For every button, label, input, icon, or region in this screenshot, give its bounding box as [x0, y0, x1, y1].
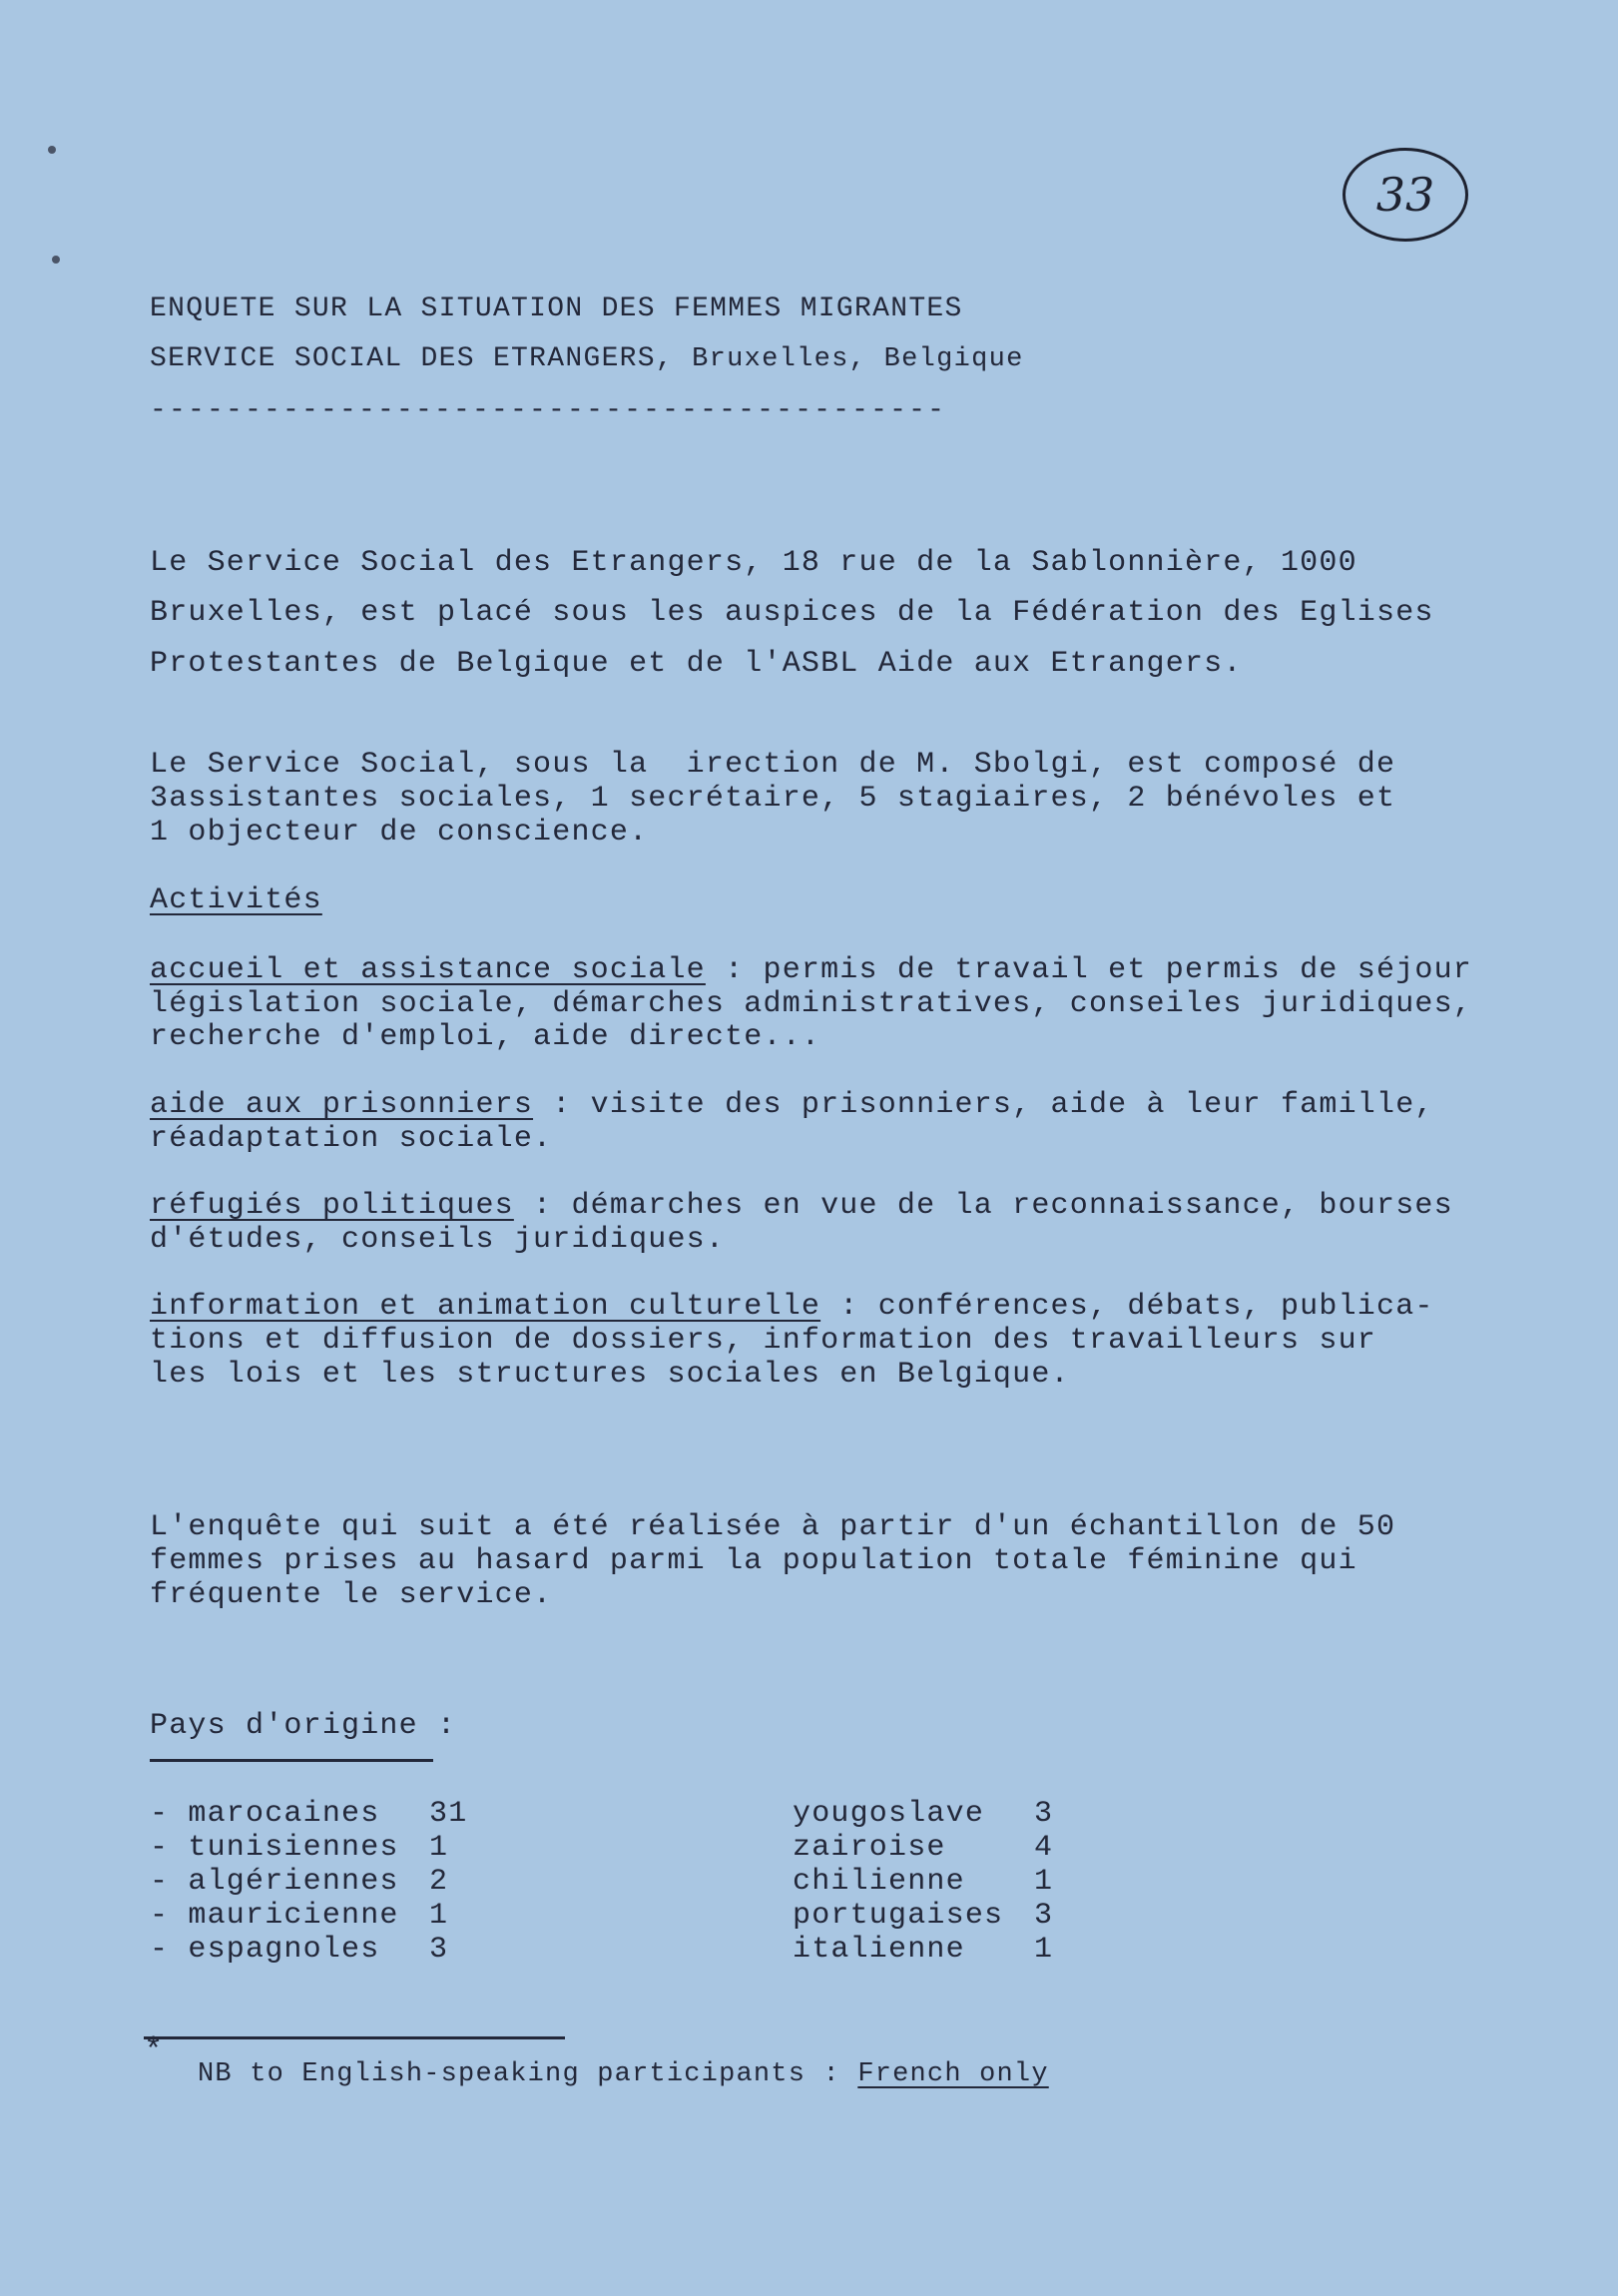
footnote-marker: * — [144, 2032, 165, 2069]
activity-term: réfugiés politiques — [150, 1189, 514, 1223]
activities-heading: Activités — [150, 883, 322, 917]
survey-line: fréquente le service. — [150, 1578, 553, 1612]
origin-heading: Pays d'origine : — [150, 1709, 457, 1743]
staff-line: 3assistantes sociales, 1 secrétaire, 5 stagiaires, 2 bénévoles et — [150, 782, 1396, 816]
header-dash-rule: ------------------------------------------ — [150, 395, 947, 426]
activity-line: recherche d'emploi, aide directe... — [150, 1020, 821, 1054]
paper-speck — [52, 256, 60, 264]
survey-line: femmes prises au hasard parmi la population totale féminine qui — [150, 1544, 1357, 1578]
origin-right-item: zairoise 4 — [793, 1831, 1054, 1865]
activity-line: législation sociale, démarches administratives, conseiles juridiques, — [150, 987, 1473, 1021]
footnote-emphasis: French only — [857, 2059, 1049, 2089]
origin-right-item: chilienne 1 — [793, 1865, 1054, 1899]
page-number: 33 — [1343, 148, 1468, 242]
origin-left-item: - espagnoles 3 — [150, 1933, 449, 1967]
origin-right-item: italienne 1 — [793, 1933, 1054, 1967]
survey-line: L'enquête qui suit a été réalisée à partir d'un échantillon de 50 — [150, 1510, 1396, 1544]
staff-line: 1 objecteur de conscience. — [150, 816, 649, 850]
activity-term: information et animation culturelle — [150, 1290, 821, 1324]
paper-speck — [48, 146, 56, 154]
intro-line: Bruxelles, est placé sous les auspices de la Fédération des Eglises — [150, 596, 1434, 630]
intro-line: Le Service Social des Etrangers, 18 rue de la Sablonnière, 1000 — [150, 546, 1357, 580]
origin-left-item: - marocaines 31 — [150, 1797, 468, 1831]
origin-right-item: yougoslave 3 — [793, 1797, 1054, 1831]
origin-right-item: portugaises 3 — [793, 1899, 1054, 1933]
intro-line: Protestantes de Belgique et de l'ASBL Aide aux Etrangers. — [150, 647, 1243, 681]
staff-line: Le Service Social, sous la irection de M. Sbolgi, est composé de — [150, 748, 1396, 782]
activity-line: réadaptation sociale. — [150, 1122, 553, 1156]
footnote-text: NB to English-speaking participants : French only — [198, 2059, 1049, 2089]
activity-item: accueil et assistance sociale : permis de travail et permis de séjour — [150, 953, 1473, 987]
activity-term: accueil et assistance sociale — [150, 953, 706, 987]
activity-item: aide aux prisonniers : visite des prisonniers, aide à leur famille, — [150, 1088, 1434, 1122]
activity-item: information et animation culturelle : conférences, débats, publica- — [150, 1290, 1434, 1324]
origin-left-item: - mauricienne 1 — [150, 1899, 449, 1933]
activity-item: réfugiés politiques : démarches en vue de la reconnaissance, bourses — [150, 1189, 1453, 1223]
origin-heading-underline — [150, 1759, 433, 1762]
origin-left-item: - algériennes 2 — [150, 1865, 449, 1899]
activity-term: aide aux prisonniers — [150, 1088, 534, 1122]
origin-left-item: - tunisiennes 1 — [150, 1831, 449, 1865]
document-title: ENQUETE SUR LA SITUATION DES FEMMES MIGRANTES — [150, 293, 963, 324]
footnote-rule — [144, 2036, 565, 2039]
activity-line: les lois et les structures sociales en Belgique. — [150, 1358, 1070, 1392]
activity-line: d'études, conseils juridiques. — [150, 1223, 726, 1257]
document-subtitle: SERVICE SOCIAL DES ETRANGERS, Bruxelles, Belgique — [150, 343, 1024, 374]
activity-line: tions et diffusion de dossiers, information des travailleurs sur — [150, 1324, 1376, 1358]
